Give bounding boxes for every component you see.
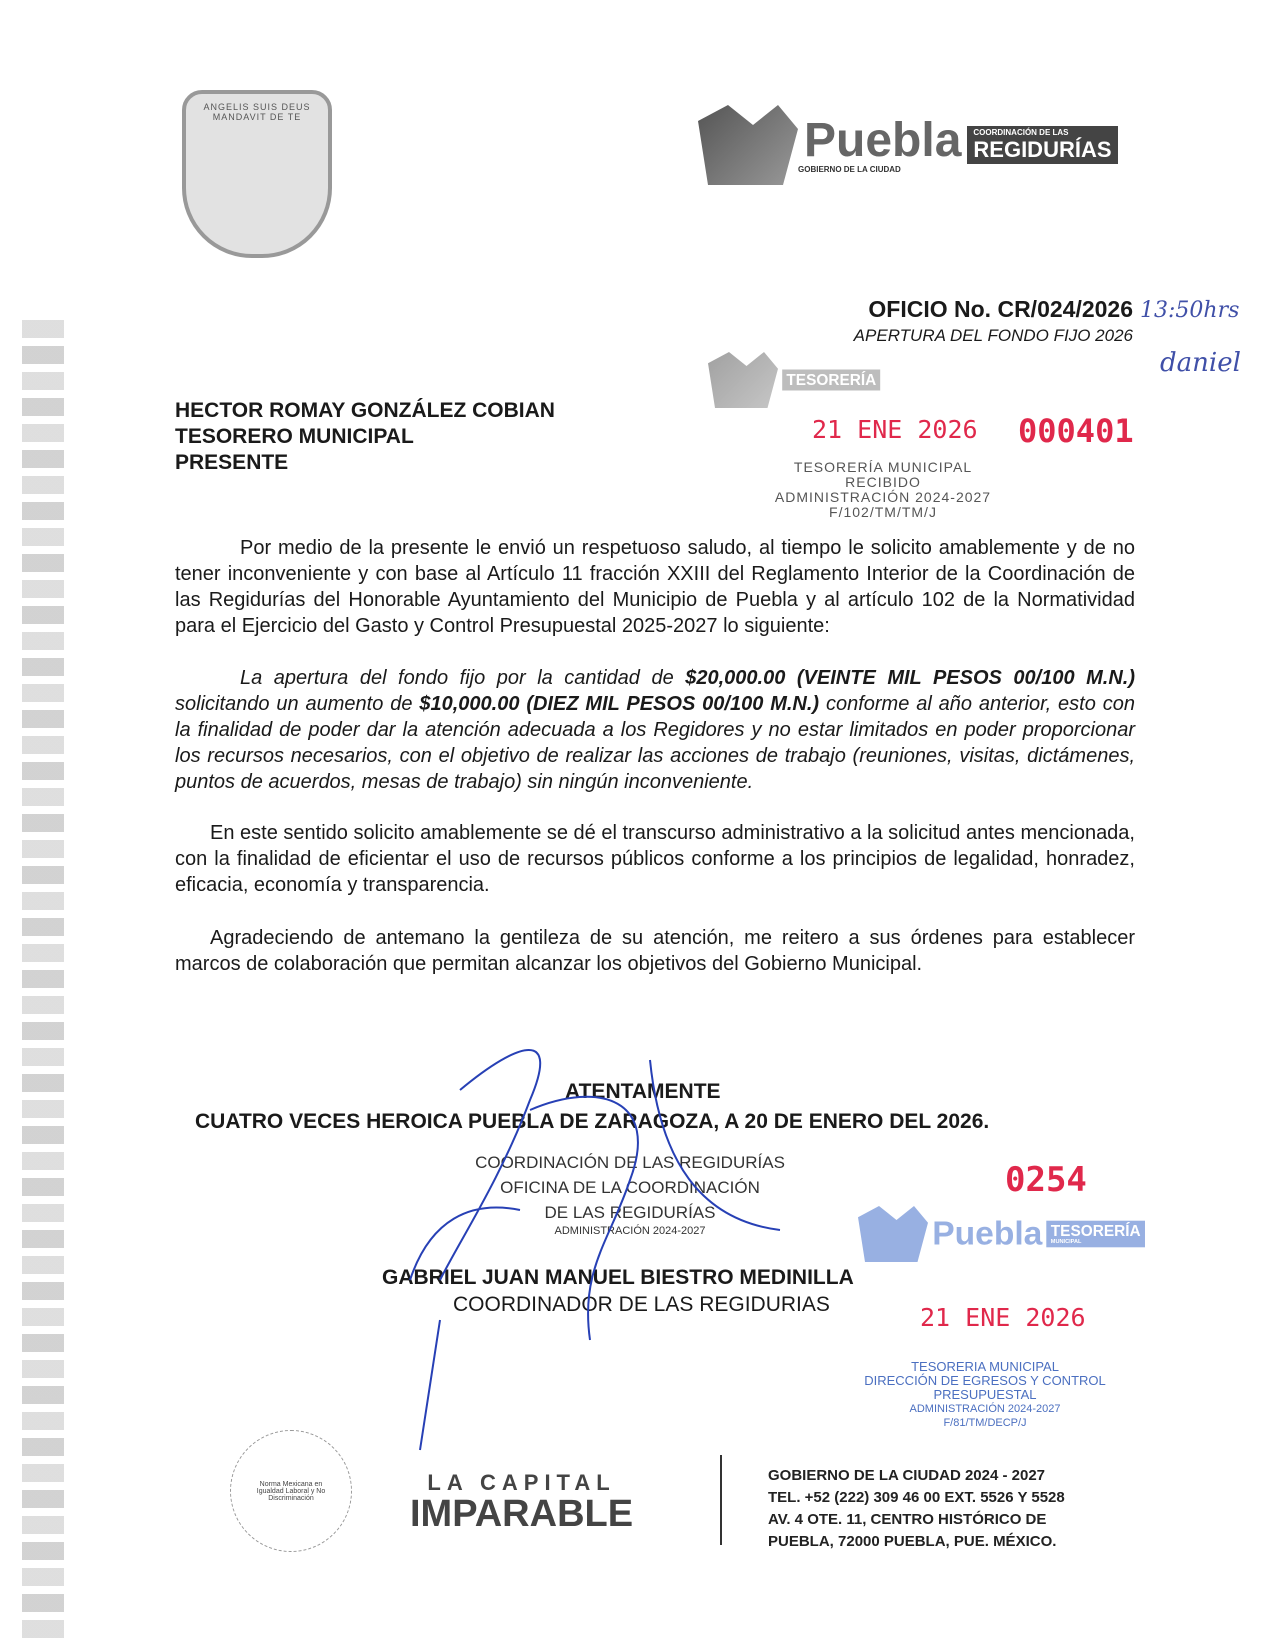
- stamp-line: ADMINISTRACIÓN 2024-2027: [774, 489, 992, 505]
- stamp-line: COORDINACIÓN DE LAS REGIDURÍAS: [475, 1153, 785, 1172]
- footer-line: TEL. +52 (222) 309 46 00 EXT. 5526 Y 5528: [768, 1489, 1065, 1506]
- slogan: [410, 1470, 634, 1535]
- tesoreria-stamp-logo: [858, 1206, 1145, 1262]
- paragraph-3: En este sentido solicito amablemente se dé el transcurso administrativo a la solicitud antes mencionada, con la finalidad de eficientar el uso de recursos públicos conforme a los principios de legalidad, honradez, eficacia, economía y transparencia.: [175, 822, 1135, 896]
- subject: APERTURA DEL FONDO FIJO 2026: [853, 326, 1133, 345]
- logo-box-text: REGIDURÍAS: [973, 136, 1112, 162]
- stamp-line: PRESUPUESTAL: [933, 1387, 1037, 1402]
- stamp-logo-box: [1047, 1221, 1145, 1247]
- received-stamp-text: [748, 460, 1018, 520]
- logo-mark-icon: [698, 105, 798, 185]
- stamp-logo-mark-icon: [708, 352, 778, 408]
- paragraph-2: [175, 665, 1135, 795]
- p2-text: La apertura del fondo fijo por la cantidad de: [240, 667, 686, 689]
- signature: [400, 1020, 880, 1460]
- footer-divider: [720, 1455, 722, 1545]
- stamp-logo-box: TESORERÍA: [782, 370, 880, 390]
- place-date: CUATRO VECES HEROICA PUEBLA DE ZARAGOZA, A 20 DE ENERO DEL 2026.: [195, 1110, 990, 1133]
- p2-text: conforme al año anterior, esto con la finalidad de poder dar la atención adecuada a los Regidores y no estar limitados en poder proporcionar los recursos necesarios, con el objetivo de realizar las acciones de trabajo (reuniones, visitas, dictámenes, puntos de acuerdos, mesas de trabajo) sin ningún inconveniente.: [175, 693, 1135, 793]
- slogan-top: LA CAPITAL: [427, 1470, 616, 1495]
- addressee-title: TESORERO MUNICIPAL: [175, 425, 414, 448]
- stamp-line: TESORERÍA MUNICIPAL: [793, 459, 973, 475]
- addressee-name: HECTOR ROMAY GONZÁLEZ COBIAN: [175, 399, 555, 422]
- seal-motto: ANGELIS SUIS DEUS MANDAVIT DE TE: [203, 102, 311, 122]
- handwritten-time: 13:50hrs: [1140, 298, 1240, 323]
- footer-line: PUEBLA, 72000 PUEBLA, PUE. MÉXICO.: [768, 1533, 1057, 1550]
- city-seal: [182, 90, 332, 258]
- atentamente: ATENTAMENTE: [565, 1080, 721, 1103]
- addressee: [175, 398, 555, 476]
- norma-seal: [230, 1430, 352, 1552]
- logo-word: Puebla: [804, 113, 962, 167]
- stamp-box-text: TESORERÍA: [1050, 1222, 1141, 1240]
- received-folio-bottom: 0254: [1005, 1160, 1087, 1200]
- received-stamp-logo: [708, 352, 880, 408]
- footer-info: [768, 1465, 1065, 1553]
- stamp-line: DIRECCIÓN DE EGRESOS Y CONTROL: [864, 1373, 1106, 1388]
- header-logo: [698, 105, 1118, 185]
- signer-title: COORDINADOR DE LAS REGIDURIAS: [453, 1293, 830, 1316]
- tesoreria-stamp-text: [845, 1360, 1125, 1430]
- stamp-line: TESORERIA MUNICIPAL: [911, 1359, 1059, 1374]
- stamp-line: F/81/TM/DECP/J: [943, 1417, 1027, 1429]
- addressee-presente: PRESENTE: [175, 451, 289, 474]
- footer-line: GOBIERNO DE LA CIUDAD 2024 - 2027: [768, 1467, 1046, 1484]
- stamp-line: RECIBIDO: [845, 474, 921, 490]
- logo-box-small: COORDINACIÓN DE LAS: [973, 128, 1069, 138]
- footer-line: AV. 4 OTE. 11, CENTRO HISTÓRICO DE: [768, 1511, 1047, 1528]
- logo-sub: GOBIERNO DE LA CIUDAD: [798, 164, 901, 174]
- handwritten-name: daniel: [1160, 348, 1241, 378]
- received-folio: 000401: [1018, 412, 1134, 450]
- received-date-bottom: 21 ENE 2026: [920, 1303, 1086, 1332]
- decorative-border: [22, 320, 64, 1640]
- norma-seal-text: Norma Mexicana en Igualdad Laboral y No Discriminación: [256, 1480, 326, 1502]
- logo-box: [967, 126, 1117, 163]
- stamp-line: OFICINA DE LA COORDINACIÓN: [500, 1178, 760, 1197]
- oficio-number: OFICIO No. CR/024/2026: [868, 296, 1133, 322]
- p2-increase: $10,000.00 (DIEZ MIL PESOS 00/100 M.N.): [419, 693, 820, 715]
- stamp-logo-word: Puebla: [932, 1215, 1043, 1253]
- paragraph-4: Agradeciendo de antemano la gentileza de su atención, me reitero a sus órdenes para establecer marcos de colaboración que permitan alcanzar los objetivos del Gobierno Municipal.: [175, 927, 1135, 975]
- stamp-logo-mark-icon: [858, 1206, 928, 1262]
- stamp-line: ADMINISTRACIÓN 2024-2027: [554, 1225, 706, 1237]
- stamp-line: F/102/TM/TM/J: [829, 504, 937, 520]
- p2-text: solicitando un aumento de: [175, 693, 420, 715]
- stamp-line: DE LAS REGIDURÍAS: [544, 1203, 716, 1222]
- stamp-box-small: MUNICIPAL: [1050, 1238, 1082, 1245]
- p2-amount: $20,000.00 (VEINTE MIL PESOS 00/100 M.N.): [685, 667, 1135, 689]
- signer-name: GABRIEL JUAN MANUEL BIESTRO MEDINILLA: [382, 1266, 854, 1289]
- stamp-line: ADMINISTRACIÓN 2024-2027: [909, 1403, 1061, 1415]
- received-date: 21 ENE 2026: [812, 415, 978, 444]
- paragraph-1: Por medio de la presente le envió un respetuoso saludo, al tiempo le solicito amablemente y de no tener inconveniente y con base al Artículo 11 fracción XXIII del Reglamento Interior de la Coordinación de las Regidurías del Honorable Ayuntamiento del Municipio de Puebla y al artículo 102 de la Normatividad para el Ejercicio del Gasto y Control Presupuestal 2025-2027 lo siguiente:: [175, 537, 1135, 637]
- slogan-bottom: IMPARABLE: [410, 1493, 634, 1535]
